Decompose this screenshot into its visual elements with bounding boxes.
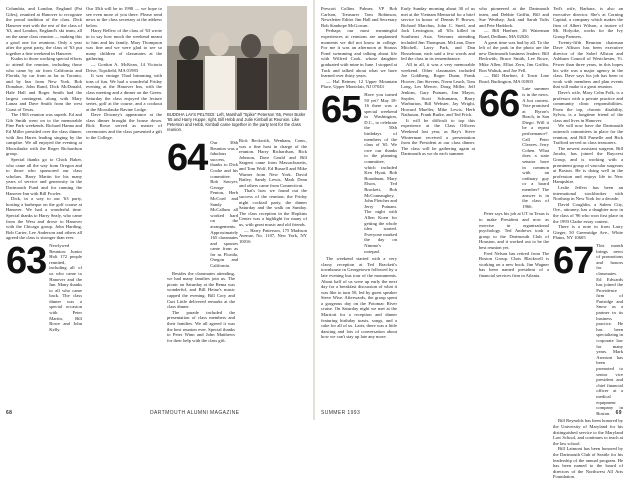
column-8-signature: There is a note in from Larry Gieger, 50 Greenridge Ave., White Plains, NY 10605 — [553, 224, 623, 241]
reunion-photo-image — [167, 6, 307, 110]
column-1-paragraph: Special thanks go to Chick Baker, who came all the way from Oregon and to those who sponsored our class scholars. Barry Martin for his many years of service and generosity in the Dartmouth Fund and for running the Hanover Inn with Bill Fowler. — [6, 157, 82, 196]
column-4-signature: — Harry Patterson, 175 Madison Avenue, No. 1107, New York, NY 10016 — [239, 227, 307, 244]
column-3-paragraph: The parade included the presentation of class members and their families. We all agreed it was the best reunion ever. Special thanks to Peter Winn and John Matthews for their help with the class gift. — [167, 309, 235, 343]
reunion-photo — [167, 6, 307, 110]
column-7-paragraph: who pioneered at the Dartmouth team, and Debbie Griffin, Bill and Sue Westbay, Jack and Sarah Tufts and Pete Haddock. — [479, 6, 549, 28]
column-8-paragraph: We will now have the Dartmouth outreach committees in place for the reunion, and Bill Parnelle and Rick Trafford served as class treasurers. — [553, 123, 623, 146]
column-1-paragraph: The 1963 reunion was superb. Ed and Gib Smith went on to the memorable Pine Park weekends. Richard Hanna and Ed Miller presided over the class dinner, with Jim Harris leading singing by the campfire. We all enjoyed the evening at Moosilauke with the Roger Richardson group. — [6, 112, 82, 157]
class-year-block — [553, 239, 623, 416]
photo-caption: BUDDHA LAYS PELTEDI: Left, Marshall "Spike" Peterson '65, Peter Butler '65 and Harry Huppe; right, Bill Hebb and Julie Kimball at Reunion. Like Peterson and Hebb, Kimball came together in the party tent for the class reunion. — [167, 112, 306, 132]
column-6-paragraph: It will be difficult to top this experience at the Class Officers Weekend last year, as Ray's Steve Winterman received a presentation from the President at our class dinner. The class will be gathering again at Dartmouth as we do each summer. — [401, 117, 475, 157]
column-2-paragraph: It was vintage Thad brimming with tons of fun. We had a wonderful Friday evening at the Hanover Inn, with the class meeting and a dinner on the Green. Saturday the class enjoyed the lecture series, golf at the course, and a cookout at the Moosilauke Ravine Lodge. — [86, 73, 162, 112]
class-year-numeral: 65 — [321, 88, 362, 131]
column-5-signature: — Hal Reimer, 12 Upper Mountain Place, Upper Montclair, NJ 07043 — [321, 78, 397, 90]
column-6 — [401, 6, 475, 398]
column-3 — [167, 137, 239, 398]
column-7-signature: — Bill Haefner, 26 Waterman Road, Dedham, MA 02026 — [479, 28, 549, 39]
class-year-lead-text: Our 30th Reunion was a fabulous success, thanks to Dick Cooke and his committee. Bob Sawyer, George Fenton, Herb McCord and Sandy McCallum all worked hard on the arrangements. Approximately 165 classmates and spouses came from as far as Florida, Oregon and California. — [210, 140, 239, 269]
column-4 — [239, 138, 307, 398]
column-2-paragraph: Our 35th will be in 1998 — we hope to see even more of you there. Please send news to the class secretary at the address below. — [86, 6, 162, 28]
column-7-paragraph: A great time was had by all. To the left of the park in the photo are the new Dartmouth business leaders: Bill Beckwith, Bruce Smith, Lee Rowe, Mike Allen, Elliot Zern, Jim Griffin, Ron Waltuk, and Joe Fell. — [479, 39, 549, 73]
column-8-paragraph: Twenty-fifth Reunion chairman Dave Allison has been executive director of the Sobel Allston and Ashburn Council of Westchester, Vt. Fewer than three years, in this hopes his wife was a major agency in the class. Dave says his job has been to work with members and plan events that will make it a great reunion. — [553, 39, 623, 90]
left-page-number: 68 — [6, 410, 13, 416]
column-7-signature: — Bill Haefner, 4 Town Line Road, Burlington, MA 01803 — [479, 73, 549, 84]
right-footer — [616, 410, 622, 416]
column-7-paragraph: Fred Nelson has retired from The Boston Group. Chris Blackwell is working on a new book. Jim Wagner has been named president of a financial services firm in Atlanta. — [479, 250, 549, 278]
left-footer-title: DARTMOUTH ALUMNI MAGAZINE — [150, 410, 240, 416]
class-year-lead-text: Newlywed Reunion: Junior Holt 172 people reunited, including all of us who came to Hanover and the Inn. Many thanks to all who came back. The class dinner was a special occasion with Peter Martin, Bill Rowe and John Kelly. — [49, 242, 82, 332]
column-7-paragraph: Peter says his job at UT in Texas is to make President and now as exercise in organizational psychology. Ted Andrews took a group to the Dartmouth Club of Houston, and it worked out to be the best reunion yet. — [479, 211, 549, 250]
column-8-paragraph: Leslie Jeffers has been an international stockbroker with Northrup in New York for a decade. — [553, 185, 623, 202]
class-year-lead-text: This month brings news of promotions and honors for classmates. Ed Edwards has joined the Providence firm of Partridge and Snow as a partner in its business practice. He has been specializing in corporate law for many years. Mark Aronson has been promoted to senior vice president and chief financial officer at a medical equipment company in Boston. — [596, 242, 623, 416]
column-2-signature: — Gordon A. McKean, 14 Victoria Drive, Topsfield, MA 01983 — [86, 61, 162, 73]
column-8-paragraph: David Coughlin, a Salem City, Ore., attorney, has a daughter now in the class of '96 who won first place in the 1993 Clarke essay contest. — [553, 201, 623, 224]
class-year-numeral: 63 — [6, 239, 47, 282]
column-6-paragraph: All in all, it was a very memorable weekend. Other classmates included Joe Goldberg, Roger Dunn, Frank Hoover, Jim Stevens, Norm Leach, Tom Long, Les Mercer, Doug Miller, Jeff Jenkins, Gary Putnam, Jim Mayer, Snyder, Scott Schumann, Barry Warburton, Bill Webster, Jay Wright, Howard Mueller, Mike Lewis, Herb Nathason, Frank Burke, and Ted Frick. — [401, 61, 475, 118]
column-5-paragraph: Prescott Collins Palmer, VP Bob Carlson, Treasurer Tom Robinson, Newsletter Editor Jim Hall and Secretary Bob Stanhope McGowan. — [321, 6, 397, 28]
column-8-paragraph: Bill Reynolds has been honored by the University of Maryland for his distinguished service to the Maryland Law School, and continues to teach at the law school. — [553, 418, 623, 446]
column-8-paragraph: Ted's wife, Barbara, is also an executive director. She's at Corning Capital, a company which makes the firm of Albert Wilson, a trustee of Mt. Holyoke, works for the Ivy Group Partners. — [553, 6, 623, 39]
column-1-paragraph: Kudos to those working special efforts to attend the reunion, including those who came by air from California and Florida, by car from as far as Toronto, and by bus from New York. Bob Donahue, John Rand, Dick McDonald, Hale Hall and Roger Smith had the largest contingent, along with Mary Lanza and Dave Smith from the west Coast of Texas. — [6, 56, 82, 112]
column-1-paragraph: Columbia, and London, England (Pat Giles), reunited at Hanover to recognize the proud tradition of the class. Dick Hanover met with the rest of the class of '63, and London, England's ski team, all on the same class reunion — making this a good one for reunions. Only a year after the great party, the class of '63 put together a fine weekend in Hanover. — [6, 6, 82, 56]
right-footer-issue: SUMMER 1993 — [321, 410, 361, 416]
class-year-numeral: 67 — [553, 239, 594, 282]
left-footer — [6, 410, 12, 416]
column-8-paragraph: The newest assistant surgeon, Bill Jacobs, has joined the Baycrest Group, and is working with a prominent group of vascular surgeons at Boston. He is doing well in the profession and enjoys life in New Hampshire. — [553, 145, 623, 185]
column-8-paragraph: Dave's wife, Mary Cohn Folk, is a professor with a private practice and community clinic responsibilities. From the top, chronic disability, Sylvia, is a longtime friend of the class and lives in Hanover. — [553, 89, 623, 123]
right-page-number: 69 — [615, 410, 622, 416]
column-2-paragraph: Dave Downey's appearance at the class dinner brought the house down. Rick Rowe served as master of ceremonies and the class presented a gift to the College. — [86, 112, 162, 140]
column-8-paragraph: Bill Laimont has been honored by the Dartmouth Club of Seattle for his leadership of the annual program. He has been named to the board of directors of the Northwest All Arts Foundation. — [553, 446, 623, 480]
column-5-paragraph: The weekend started with a very classy reception at Ted Brackett's townhouse in Georgetown followed by a late evening bus tour of the monuments. About half of us were up early the next day for a breakfast discussion of what it was like to turn 50, led by guest speaker Steve Wise. Afterwards, the group spent a gorgeous day on the Potomac River cruise. On Saturday night we met at the Marriott for a reception and dinner featuring birthday toasts, songs, and a cake for all of us. Later, there was a little dancing and lots of conversation about how we can't stay up late any more. — [321, 256, 397, 340]
column-6-paragraph: Early Sunday morning about 30 of us met at the Vietnam Memorial for a brief service in honor of Dennis P. Brown, Richard Marchus, John C. Sneil, and Jack Lewington, all '65s killed in Southeast Asia. Veterans attending included Jim Thompson, McLean, Dave Mitchell, Larry Park, and Dan Bosselman, each said a few words and led the class in its remembrance. — [401, 6, 475, 62]
class-year-numeral: 64 — [167, 137, 208, 179]
class-year-lead-text: Late summer is in the news. A hot contest. Vote promised at Byron's Beach, in San Diego. Will it be a repeat performance? Call Peter Cleaves. Jerry Cohen. What does a state senator have in common with an ordinary guy or a board member? The answer is in the class of 1966. — [522, 86, 549, 209]
column-1 — [6, 6, 82, 398]
class-year-block — [321, 88, 397, 254]
column-4-paragraph: Rick Beckwith, Wenham, Conn., was a fine host in charge of the reunion. Harry Richardson, Rick Johnson, Dave Gould and Bill Sargent came from Massachusetts, and Tom Wolf, Ed Russell and Mike Warner from New York. David Bailey, Sandy Lewis, Mark Dean and others came from Connecticut. — [239, 138, 307, 188]
page-gutter — [313, 0, 315, 420]
class-year-block — [167, 137, 239, 269]
class-year-block — [6, 239, 82, 333]
column-2-paragraph: Harry Bellew of the class of '63 wrote in to say how much the weekend meant to him and his family. Mary Thompson was fine and we were glad to see so many children of classmates at the gathering. — [86, 28, 162, 62]
column-4-paragraph: That's how we found out the success of the reunion; the Friday night cocktail party, the dinner Saturday and the walk on Sunday. The class reception in the Hopkins Center was a highlight for many of us, with great music and old friends. — [239, 188, 307, 227]
column-1-paragraph: Dick, in a way to our '63 party, hosting a barbeque on the golf course at Hanover. We had a wonderful time. Special thanks to Harry Sealy, who came from the West and drove to Hanover with the Chicago group. John Harding, Bob Carter, Lee Anderson and others all agreed the class is stronger than ever. — [6, 196, 82, 241]
column-3-paragraph: Besides the classmates attending, we had many families join us. The picnic on Saturday at the Bema was wonderful, and Bill Heinz's music capped the evening. Bill Cory and Curt Little delivered remarks at the class dinner. — [167, 270, 235, 310]
column-5-paragraph: Perhaps our most meaningful experiences at reunions are unplanned moments we did not know in college. For me it was an afternoon at Strauss Pond swimming and talking about life with Wilfred Cook, whose daughter graduated with mine in June. I stopped at Tuck and talked about what we have learned over thirty years. — [321, 28, 397, 79]
column-7 — [479, 6, 549, 398]
class-year-lead-text: Have you turned 50 yet? May 18-16 there was a special weekend in Washington, D.C., to celebrate the 50th birthdays of members of the class of '65. We owe our thanks to the planning committee, which included Ken Hyatt, Bob Boardman, Mary Elson, Ted Brackett, Bob McConnaughey, John Fletcher and Jerry Putnam. The night with Allen Koen for getting the whole idea started. Everyone marked the day on Nimmo's notepad. — [364, 91, 397, 254]
class-year-numeral: 66 — [479, 83, 520, 126]
column-2 — [86, 6, 162, 398]
column-5 — [321, 6, 397, 398]
class-year-block — [479, 83, 549, 209]
